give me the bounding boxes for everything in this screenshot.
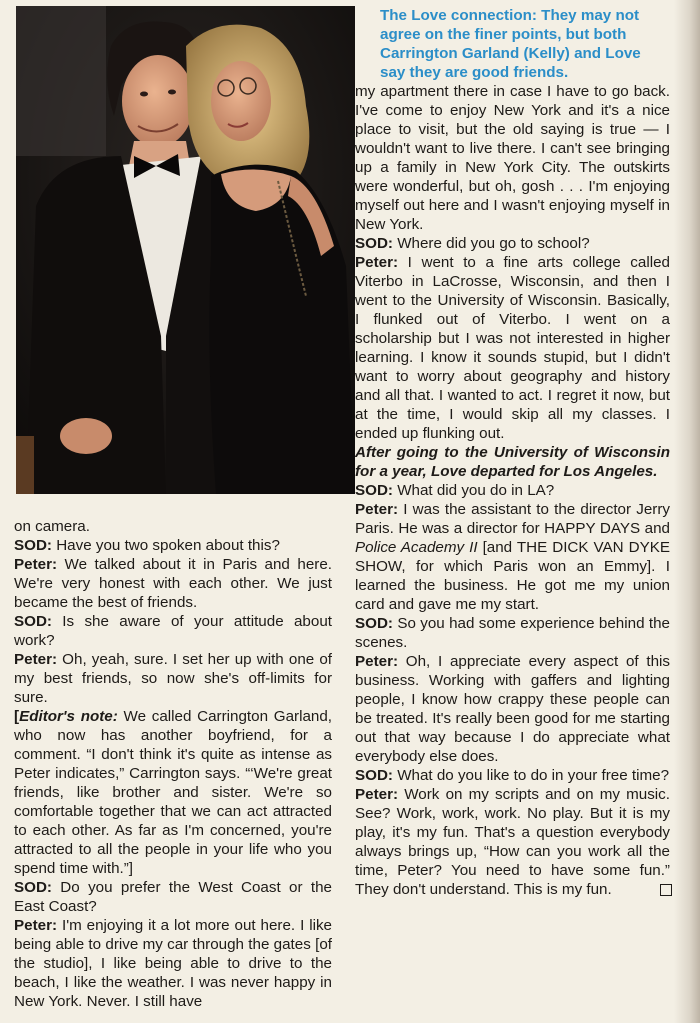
speaker-label: SOD: xyxy=(355,767,393,784)
photo xyxy=(16,6,355,494)
narration-text: After going to the University of Wisconsin for a year, Love departed for Los Angeles. xyxy=(355,444,670,480)
paragraph xyxy=(355,785,670,899)
speaker-label: Peter: xyxy=(14,556,58,573)
paragraph xyxy=(14,536,332,555)
speaker-label: SOD: xyxy=(14,879,52,896)
text: my apartment there in case I have to go back. I've come to enjoy New York and it's a nice place to visit, but the old saying is true — I wouldn't want to live there. I can't see bringing up a family in New York City. The outskirts were wonderful, but oh, gosh . . . I'm enjoying myself out here and I wasn't enjoying myself in New York. xyxy=(355,83,670,233)
text: What did you do in LA? xyxy=(392,482,555,499)
text: I went to a fine arts college called Viterbo in LaCrosse, Wisconsin, and then I went to the University of Wisconsin. Basically, I flunked out of Viterbo. I went on a scholarship but I was not interested in higher learning. I know it sounds stupid, but I didn't want to worry about geography and history and all that. I wanted to act. I regret it now, but at the time, I would skip all my classes. I ended up flunking out. xyxy=(355,254,670,442)
speaker-label: SOD: xyxy=(355,615,393,632)
speaker-label: SOD: xyxy=(355,482,393,499)
photo-caption: The Love connection: They may not agree on the finer points, but both Carrington Garland (Kelly) and Love say they are good friends. xyxy=(380,7,641,81)
text: Oh, yeah, sure. I set her up with one of my best friends, so now she's off-limits for sure. xyxy=(14,651,332,706)
speaker-label: Peter: xyxy=(14,651,58,668)
text: I was the assistant to the director Jerry Paris. He was a director for HAPPY DAYS and xyxy=(355,501,670,537)
end-mark-icon xyxy=(660,884,672,896)
paragraph xyxy=(14,555,332,612)
right-column xyxy=(355,82,670,899)
speaker-label: Peter: xyxy=(355,786,399,803)
italic-title: Police Academy II xyxy=(355,539,478,556)
text: Do you prefer the West Coast or the East Coast? xyxy=(14,879,332,915)
speaker-label: SOD: xyxy=(14,537,52,554)
speaker-label: Peter: xyxy=(355,653,399,670)
text: Oh, I appreciate every aspect of this business. Working with gaffers and lighting people, I know how crappy these people can be treated. It's really been good for me starting out that way because I do appreciate what everybody else does. xyxy=(355,653,670,765)
text: Is she aware of your attitude about work? xyxy=(14,613,332,649)
paragraph xyxy=(355,500,670,614)
couple-photo-illustration xyxy=(16,6,355,494)
text: Have you two spoken about this? xyxy=(51,537,280,554)
narration xyxy=(355,443,670,481)
text: We talked about it in Paris and here. We're very honest with each other. We just became the best of friends. xyxy=(14,556,332,611)
paragraph xyxy=(355,481,670,500)
text: We called Carrington Garland, who now has another boyfriend, for a comment. “I don't think it's quite as intense as Peter indicates,” Carrington says. “‘We're great friends, like brother and sister. We're so comfortable together that we can act attracted to each other. As far as I'm concerned, you're attracted to all the people in your life who you spend time with.”] xyxy=(14,708,333,877)
paragraph xyxy=(14,916,332,1011)
paragraph xyxy=(355,652,670,766)
paragraph xyxy=(14,650,332,707)
text: [and THE DICK VAN DYKE SHOW, for which Paris won an Emmy]. I learned the business. He got me my union card and gave me my start. xyxy=(355,539,670,613)
text: What do you like to do in your free time? xyxy=(392,767,670,784)
speaker-label: SOD: xyxy=(355,235,393,252)
speaker-label: SOD: xyxy=(14,613,52,630)
paragraph xyxy=(355,766,670,785)
speaker-label: Peter: xyxy=(14,917,58,934)
text: Work on my scripts and on my music. See? Work, work, work. No play. But it is my play, it's my fun. That's a question everybody always brings up, “How can you work all the time, Peter? You need to have some fun.” They don't understand. This is my fun. xyxy=(355,786,670,898)
page-edge-shadow xyxy=(674,0,700,1023)
text: I'm enjoying it a lot more out here. I like being able to drive my car through the gates [of the studio], I like being able to drive to the beach, I like the weather. I was never happy in New York. Never. I still have xyxy=(14,917,332,1010)
editors-note xyxy=(14,707,332,878)
paragraph xyxy=(14,878,332,916)
text: Where did you go to school? xyxy=(392,235,590,252)
paragraph xyxy=(355,234,670,253)
text: on camera. xyxy=(14,518,90,535)
text: So you had some experience behind the scenes. xyxy=(355,615,670,651)
speaker-label: Peter: xyxy=(355,254,399,271)
bracket: [ xyxy=(14,708,20,725)
paragraph xyxy=(355,82,670,234)
paragraph xyxy=(355,253,670,443)
editors-note-label: Editor's note: xyxy=(19,708,118,725)
paragraph xyxy=(14,612,332,650)
speaker-label: Peter: xyxy=(355,501,399,518)
left-column xyxy=(14,517,332,1011)
paragraph xyxy=(355,614,670,652)
paragraph xyxy=(14,517,332,536)
